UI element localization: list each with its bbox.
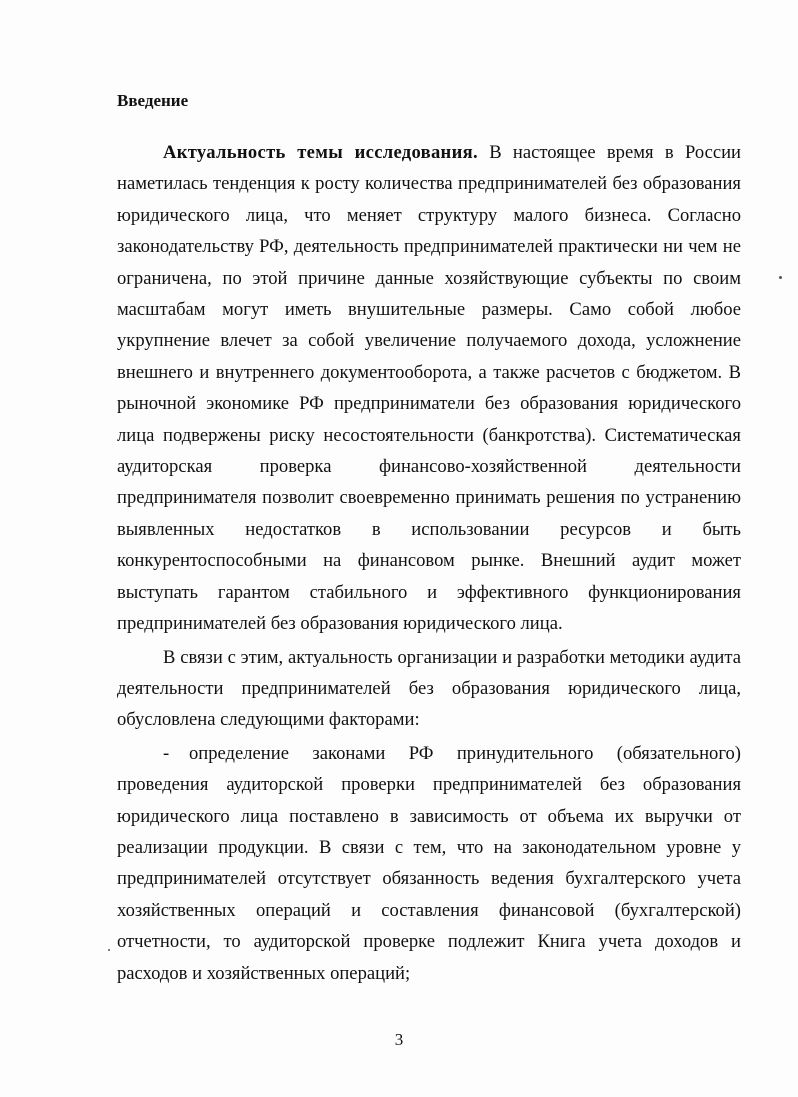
body-text [117, 137, 741, 989]
page-number: 3 [394, 1030, 404, 1049]
paragraph-factors-intro: В связи с этим, актуальность организации и разработки методики аудита деятельности предпринимателей без образования юридического лица, обусловлена следующими факторами: [117, 646, 741, 731]
section-heading: Введение [117, 91, 189, 110]
scan-speck [108, 949, 110, 951]
scan-speck [779, 276, 782, 279]
paragraph-relevance [117, 137, 741, 640]
list-item-legal-audit [117, 738, 741, 989]
list-bullet: - [163, 742, 170, 764]
paragraph-relevance-text: В настоящее время в России наметилась тенденция к росту количества предпринимателей без образования юридического лица, что меняет структуру малого бизнеса. Согласно законодательству РФ, деятельность предпринимателей практически ни чем не ограничена, по этой причине данные хозяйствующие субъекты по своим масштабам могут иметь внушительные размеры. Само собой любое укрупнение влечет за собой увеличение получаемого дохода, усложнение внешнего и внутреннего документооборота, а также расчетов с бюджетом. В рыночной экономике РФ предприниматели без образования юридического лица подвержены риску несостоятельности (банкротства). Систематическая аудиторская проверка финансово-хозяйственной деятельности предпринимателя позволит своевременно принимать решения по устранению выявленных недостатков в использовании ресурсов и быть конкурентоспособными на финансовом рынке. Внешний аудит может выступать гарантом стабильного и эффективного функционирования предпринимателей без образования юридического лица. [117, 142, 741, 635]
paragraph-lead-in: Актуальность темы исследования. [163, 142, 478, 163]
list-item-text: определение законами РФ принудительного (обязательного) проведения аудиторской проверки предпринимателей без образования юридического лица поставлено в зависимость от объема их выручки от реализации продукции. В связи с тем, что на законодательном уровне у предпринимателей отсутствует обязанность ведения бухгалтерского учета хозяйственных операций и составления финансовой (бухгалтерской) отчетности, то аудиторской проверке подлежит Книга учета доходов и расходов и хозяйственных операций; [117, 742, 741, 984]
